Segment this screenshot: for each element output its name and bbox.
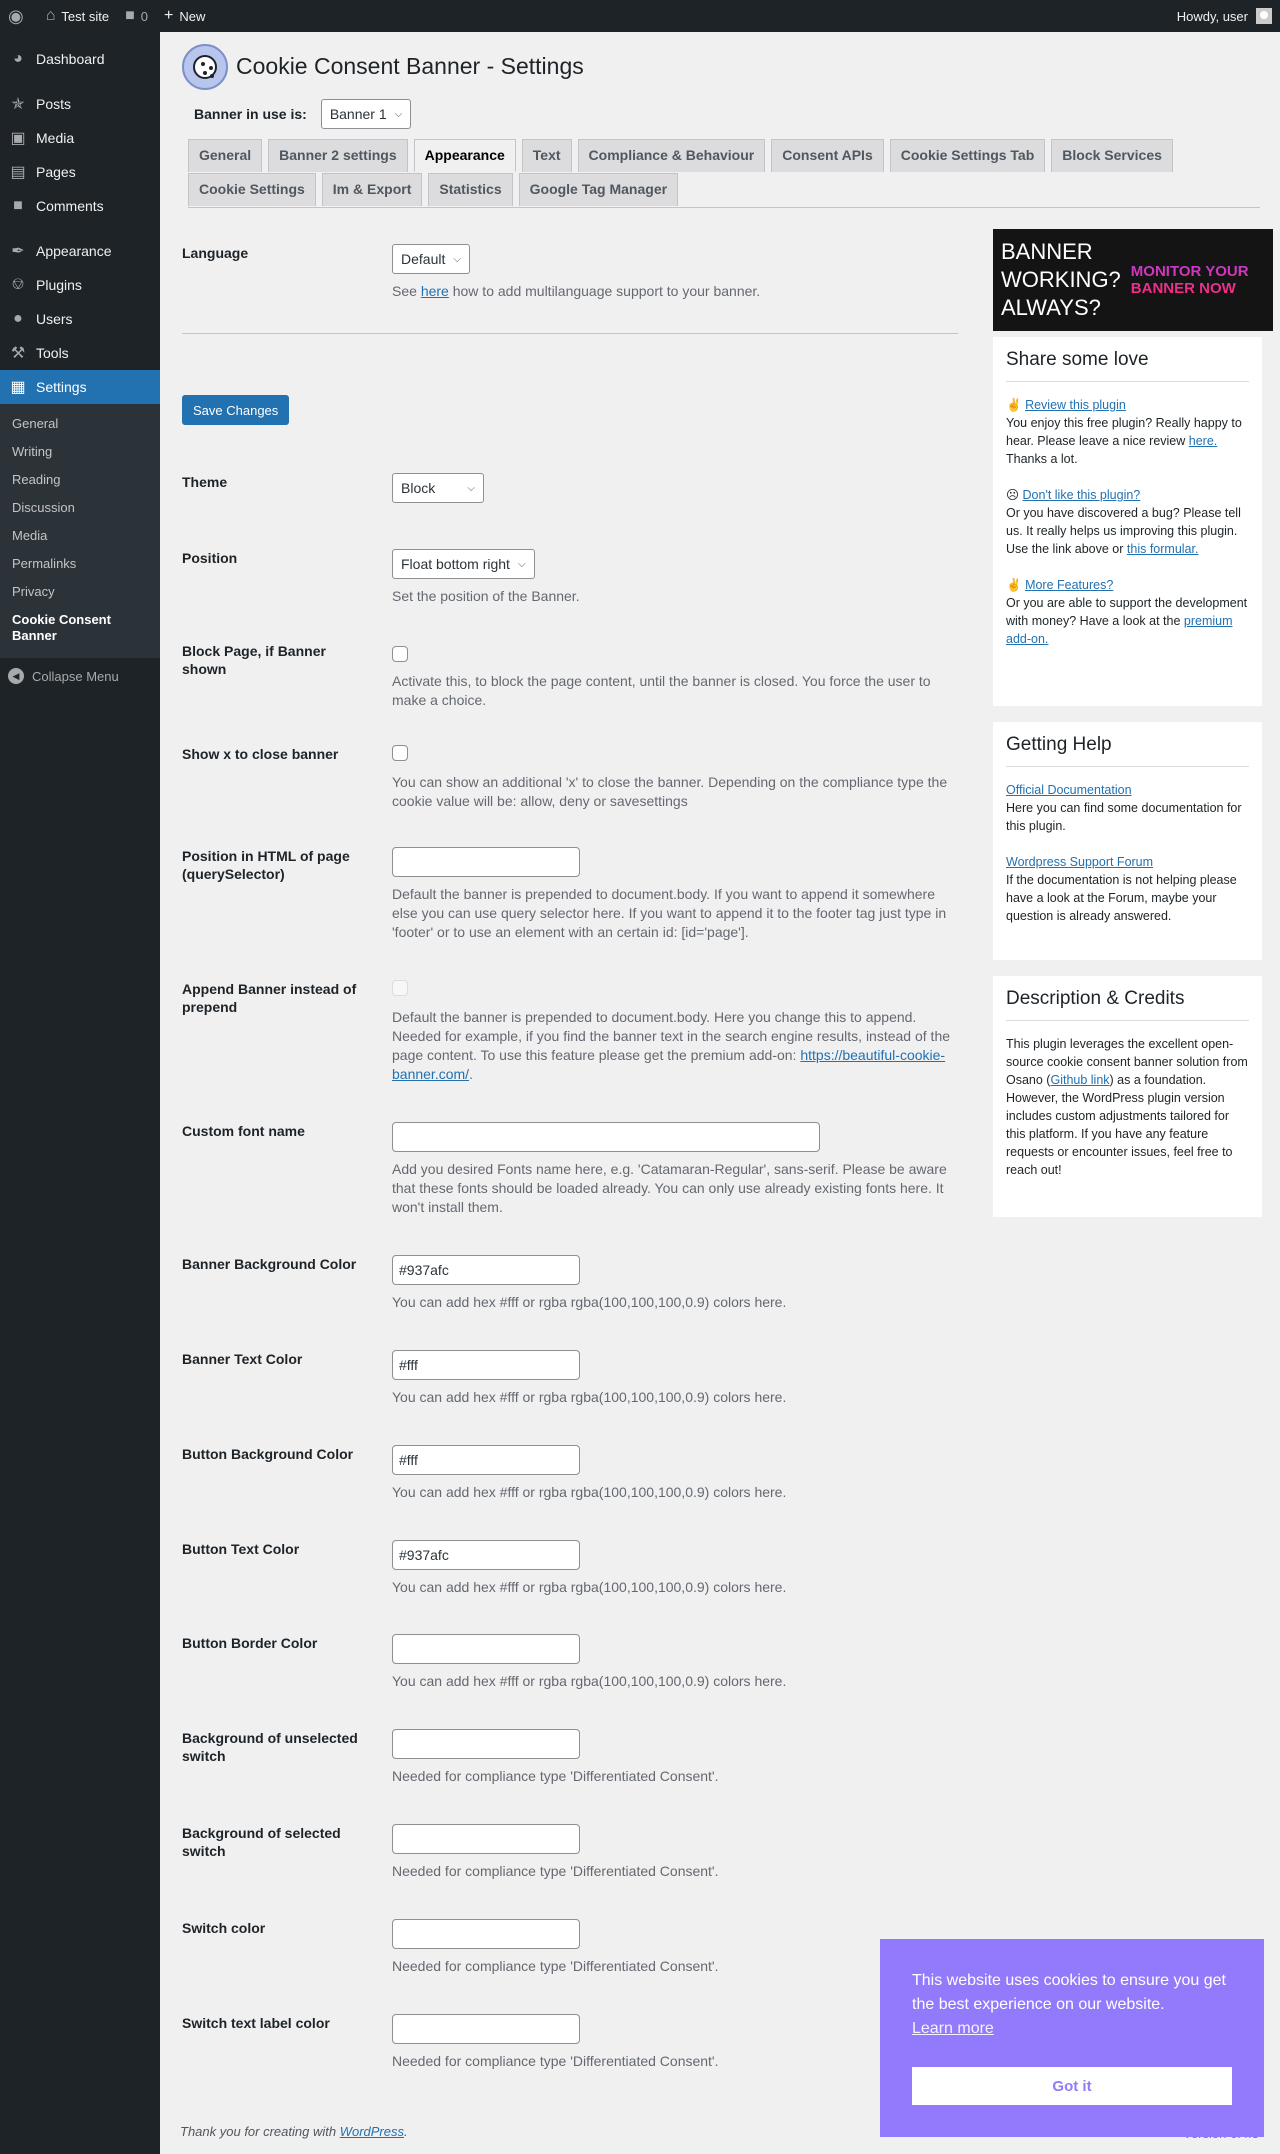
getting-help-box: Getting Help Official Documentation Here you can find some documentation for this plugin. Wordpress Support Forum If the documentation is not helping please have a look at the Forum, maybe your question is already answered. [993, 722, 1262, 960]
share-love-title: Share some love [1006, 349, 1249, 382]
query-selector-label: Position in HTML of page (querySelector) [182, 848, 350, 882]
banner-text-color-input[interactable]: #fff [392, 1350, 580, 1380]
premium-addon-sidebar-link[interactable]: premium add-on. [1006, 614, 1233, 646]
comment-icon: ■ [13, 197, 23, 214]
documentation-link[interactable]: Official Documentation [1006, 783, 1132, 797]
tab-text[interactable]: Text [522, 139, 572, 172]
tab-cookie-settings-tab[interactable]: Cookie Settings Tab [890, 139, 1046, 172]
bg-selected-switch-input[interactable] [392, 1824, 580, 1854]
credits-box: Description & Credits This plugin leverages the excellent open-source cookie consent banner solution from Osano (Github link) as a foundation. However, the WordPress plugin version includes custom adjustments tailored for this platform. If you have any feature requests or encounter issues, feel free to reach out! [993, 976, 1262, 1217]
more-features-link[interactable]: More Features? [1025, 578, 1114, 592]
save-changes-button[interactable]: Save Changes [182, 395, 289, 425]
submenu-item-permalinks[interactable]: Permalinks [12, 556, 77, 571]
switch-text-label-color-label: Switch text label color [182, 2015, 330, 2031]
settings-icon: ▦ [10, 379, 26, 396]
submenu-item-privacy[interactable]: Privacy [12, 584, 55, 599]
media-icon: ▣ [10, 130, 26, 147]
color-description: You can add hex #fff or rgba rgba(100,100,100,0.9) colors here. [392, 1389, 787, 1405]
tab-block-services[interactable]: Block Services [1051, 139, 1173, 172]
position-select[interactable]: Float bottom right ⌵ [392, 549, 535, 579]
dislike-link[interactable]: Don't like this plugin? [1022, 488, 1141, 502]
home-icon: ⌂ [45, 7, 56, 24]
comments-link[interactable]: ■ 0 [125, 7, 148, 24]
gauge-icon: ◕ [13, 50, 23, 67]
tab-general[interactable]: General [188, 139, 262, 172]
wordpress-link[interactable]: WordPress [339, 2124, 404, 2139]
banner-select[interactable]: Banner 1 ⌵ [321, 99, 411, 129]
chevron-down-icon: ⌵ [453, 253, 461, 265]
show-x-description: You can show an additional 'x' to close the banner. Depending on the compliance type the cookie value will be: allow, deny or savesettings [392, 774, 948, 809]
submenu-item-discussion[interactable]: Discussion [12, 500, 75, 515]
switch-description: Needed for compliance type 'Differentiated Consent'. [392, 1768, 719, 1784]
cookie-consent-banner [880, 1939, 1264, 2137]
wordpress-logo-icon[interactable]: ◉ [8, 5, 24, 26]
hand-icon: ✌ [1006, 398, 1022, 412]
bg-unselected-switch-input[interactable] [392, 1729, 580, 1759]
custom-font-description: Add you desired Fonts name here, e.g. 'Catamaran-Regular', sans-serif. Please be aware that these fonts should be loaded already. You can only use already existing fonts here. It won't install them. [392, 1161, 947, 1215]
collapse-menu-button[interactable]: ◀ Collapse Menu [0, 658, 160, 694]
sidebar-item-media[interactable]: ▣ Media [0, 121, 160, 155]
banner-select-label: Banner in use is: [194, 106, 307, 122]
github-link[interactable]: Github link [1050, 1073, 1110, 1087]
comment-icon: ■ [125, 7, 135, 24]
hand-icon: ✌ [1006, 578, 1022, 592]
site-name-link[interactable]: ⌂ Test site [45, 7, 110, 24]
switch-text-label-color-input[interactable] [392, 2014, 580, 2044]
brush-icon: ✒ [11, 243, 25, 260]
avatar [1256, 8, 1272, 24]
banner-selector [194, 99, 1260, 129]
tab-appearance[interactable]: Appearance [414, 139, 516, 172]
chevron-down-icon: ⌵ [467, 482, 475, 494]
submenu-item-writing[interactable]: Writing [12, 444, 53, 459]
show-x-label: Show x to close banner [182, 746, 339, 762]
tab-im-export[interactable]: Im & Export [322, 173, 423, 206]
sidebar-item-pages[interactable]: ▤ Pages [0, 155, 160, 189]
language-description: See here how to add multilanguage support to your banner. [392, 283, 761, 299]
cookie-logo-icon [182, 44, 228, 90]
share-love-box: Share some love ✌ Review this plugin You enjoy this free plugin? Really happy to hear. Please leave a nice review here. Thanks a lot. ☹ Don't like this plugin? Or you have discovered a bug? Please tell us. It really helps us improving this plugin. Use the link above or this formular. ✌ More Features? Or you are able to support the development with money? Have a look at the premium add-on. [993, 337, 1262, 706]
custom-font-input[interactable] [392, 1122, 820, 1152]
formular-link[interactable]: this formular. [1126, 542, 1199, 556]
color-description: You can add hex #fff or rgba rgba(100,100,100,0.9) colors here. [392, 1484, 787, 1500]
submenu-item-reading[interactable]: Reading [12, 472, 61, 487]
user-icon: ● [13, 310, 23, 327]
block-page-label: Block Page, if Banner shown [182, 643, 326, 677]
color-description: You can add hex #fff or rgba rgba(100,100,100,0.9) colors here. [392, 1294, 787, 1310]
page-icon: ▤ [10, 164, 26, 181]
switch-color-label: Switch color [182, 1920, 266, 1936]
divider [182, 333, 958, 334]
theme-label: Theme [182, 474, 228, 490]
color-description: You can add hex #fff or rgba rgba(100,100,100,0.9) colors here. [392, 1579, 787, 1595]
sidebar-item-appearance[interactable]: ✒ Appearance [0, 234, 160, 268]
page-header [182, 44, 1260, 89]
credits-title: Description & Credits [1006, 988, 1249, 1021]
sidebar-item-comments[interactable]: ■ Comments [0, 189, 160, 223]
got-it-button[interactable]: Got it [912, 2067, 1232, 2105]
settings-tabs [188, 139, 1260, 208]
append-banner-label: Append Banner instead of prepend [182, 981, 357, 1015]
button-text-color-input[interactable]: #937afc [392, 1540, 580, 1570]
promo-banner[interactable] [993, 229, 1273, 331]
submenu-item-cookie-consent-banner[interactable]: Cookie Consent Banner [12, 612, 111, 643]
banner-bg-color-input[interactable]: #937afc [392, 1255, 580, 1285]
banner-text-color-label: Banner Text Color [182, 1351, 303, 1367]
pin-icon: ✯ [11, 96, 25, 113]
color-description: You can add hex #fff or rgba rgba(100,100,100,0.9) colors here. [392, 1673, 787, 1689]
chevron-down-icon: ⌵ [394, 108, 403, 120]
new-content-link[interactable]: + New [163, 7, 206, 24]
position-description: Set the position of the Banner. [392, 588, 580, 604]
learn-more-link[interactable]: Learn more [912, 2020, 994, 2037]
cookie-message: This website uses cookies to ensure you get the best experience on our website. [912, 1972, 1226, 2013]
collapse-arrow-icon: ◀ [8, 668, 24, 684]
getting-help-title: Getting Help [1006, 734, 1249, 767]
submenu-item-media[interactable]: Media [12, 528, 48, 543]
tab-cookie-settings[interactable]: Cookie Settings [188, 173, 316, 206]
chevron-down-icon: ⌵ [517, 558, 526, 570]
premium-addon-link[interactable]: https://beautiful-cookie-banner.com/ [392, 1047, 946, 1082]
block-page-checkbox[interactable] [392, 646, 408, 662]
plug-icon: ⎊ [11, 276, 25, 293]
show-x-checkbox[interactable] [392, 745, 408, 761]
review-link[interactable]: Review this plugin [1025, 398, 1126, 412]
button-bg-color-label: Button Background Color [182, 1446, 354, 1462]
face-icon: ☹ [1006, 488, 1020, 502]
banner-bg-color-label: Banner Background Color [182, 1256, 357, 1272]
support-forum-link[interactable]: Wordpress Support Forum [1006, 855, 1154, 869]
settings-submenu [0, 404, 160, 658]
submenu-item-general[interactable]: General [12, 416, 59, 431]
tab-statistics[interactable]: Statistics [428, 173, 512, 206]
switch-description: Needed for compliance type 'Differentiated Consent'. [392, 1958, 719, 1974]
button-text-color-label: Button Text Color [182, 1541, 300, 1557]
plus-icon: + [163, 7, 174, 24]
position-label: Position [182, 550, 238, 566]
switch-description: Needed for compliance type 'Differentiated Consent'. [392, 1863, 719, 1879]
language-select[interactable]: Default ⌵ [392, 244, 470, 274]
theme-select[interactable]: Block ⌵ [392, 473, 484, 503]
sidebar-item-dashboard[interactable]: ◕ Dashboard [0, 42, 160, 76]
promo-cta: MONITOR YOUR BANNER NOW [1131, 263, 1265, 297]
page-title: Cookie Consent Banner - Settings [236, 53, 584, 79]
append-banner-description: Default the banner is prepended to document.body. Here you change this to append. Needed for example, if you find the banner text in the search engine results, instead of the page content. To use this feature please get the premium add-on: https://beautiful-cookie-banner.com/. [392, 1009, 951, 1082]
button-bg-color-input[interactable]: #fff [392, 1445, 580, 1475]
query-selector-input[interactable] [392, 847, 580, 877]
tab-google-tag-manager[interactable]: Google Tag Manager [519, 173, 678, 206]
switch-color-input[interactable] [392, 1919, 580, 1949]
user-menu[interactable]: Howdy, user [1177, 8, 1280, 24]
button-border-color-label: Button Border Color [182, 1635, 318, 1651]
language-label: Language [182, 245, 249, 261]
sidebar-item-settings[interactable]: ▦ Settings [0, 370, 160, 404]
sidebar-item-plugins[interactable]: ⎊ Plugins [0, 268, 160, 302]
bg-selected-switch-label: Background of selected switch [182, 1825, 341, 1859]
sidebar-item-tools[interactable]: ⚒ Tools [0, 336, 160, 370]
bg-unselected-switch-label: Background of unselected switch [182, 1730, 358, 1764]
promo-headline: BANNER WORKING? ALWAYS? [1001, 239, 1121, 320]
footer-text: Thank you for creating with WordPress. [180, 2124, 408, 2139]
multilanguage-link[interactable]: here [420, 283, 449, 299]
tab-consent-apis[interactable]: Consent APIs [771, 139, 884, 172]
switch-description: Needed for compliance type 'Differentiated Consent'. [392, 2053, 719, 2069]
admin-sidebar [0, 32, 160, 2154]
tab-banner-2-settings[interactable]: Banner 2 settings [268, 139, 407, 172]
append-banner-checkbox[interactable] [392, 980, 408, 996]
sidebar-item-users[interactable]: ● Users [0, 302, 160, 336]
tab-compliance-behaviour[interactable]: Compliance & Behaviour [578, 139, 766, 172]
custom-font-label: Custom font name [182, 1123, 305, 1139]
wrench-icon: ⚒ [10, 345, 26, 362]
admin-bar [0, 0, 1280, 32]
sidebar-item-posts[interactable]: ✯ Posts [0, 87, 160, 121]
query-selector-description: Default the banner is prepended to document.body. If you want to append it somewhere else you can use query selector here. If you want to append it to the footer tag just type in 'footer' or to use an element with an certain id: [id='page']. [392, 886, 947, 940]
block-page-description: Activate this, to block the page content, until the banner is closed. You force the user to make a choice. [392, 673, 931, 708]
button-border-color-input[interactable] [392, 1634, 580, 1664]
review-here-link[interactable]: here. [1188, 434, 1218, 448]
